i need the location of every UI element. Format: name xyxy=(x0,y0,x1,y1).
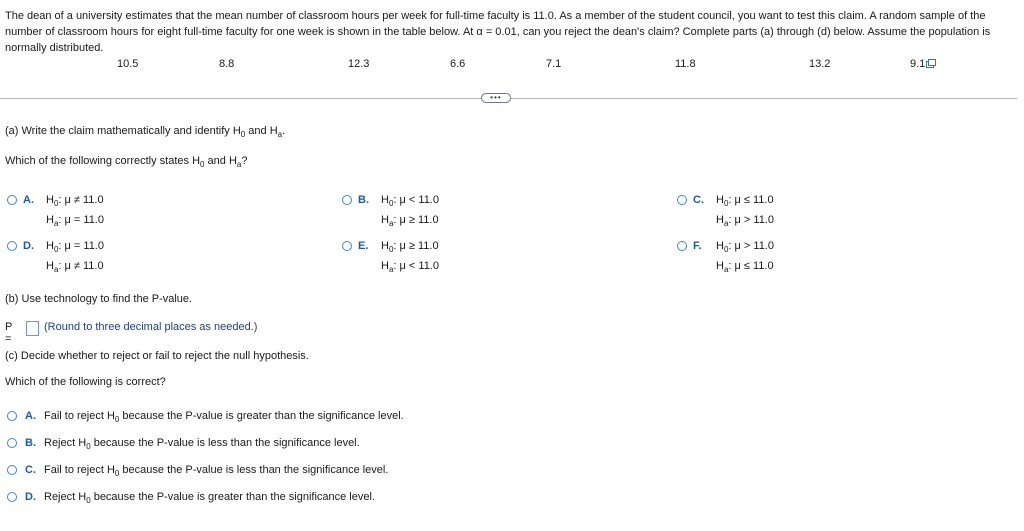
data-table xyxy=(0,58,1024,74)
data-value: 13.2 xyxy=(809,58,831,70)
option-letter: A. xyxy=(23,194,34,206)
radio-icon[interactable] xyxy=(7,241,17,251)
rounding-hint: (Round to three decimal places as needed.) xyxy=(44,321,258,333)
radio-icon[interactable] xyxy=(342,195,352,205)
radio-icon[interactable] xyxy=(7,195,17,205)
option-h0: $H_0$: μ > 11.0 xyxy=(716,240,774,254)
data-value: 9.1 xyxy=(910,58,926,70)
radio-icon[interactable] xyxy=(677,241,687,251)
option-text: Fail to reject $H_0$ because the P-value is less than the significance level. xyxy=(44,464,389,478)
option-h0: $H_0$: μ ≠ 11.0 xyxy=(46,194,104,208)
option-text: Reject $H_0$ because the P-value is greater than the significance level. xyxy=(44,491,375,505)
option-h0: $H_0$: μ = 11.0 xyxy=(46,240,104,254)
radio-icon[interactable] xyxy=(342,241,352,251)
part-c-prompt: (c) Decide whether to reject or fail to reject the null hypothesis. xyxy=(5,350,309,362)
option-letter: C. xyxy=(25,464,36,476)
radio-icon[interactable] xyxy=(7,465,17,475)
part-a-question: Which of the following correctly states $H_0$ and $H_a$? xyxy=(5,155,248,169)
data-value-last xyxy=(910,58,936,72)
radio-icon[interactable] xyxy=(677,195,687,205)
more-button[interactable]: ••• xyxy=(481,93,511,103)
problem-intro: The dean of a university estimates that the mean number of classroom hours per week for full-time faculty is 11.0. As a member of the student council, you want to test this claim. A random sample of the number of classroom hours for eight full-time faculty for one week is shown in the table below. At α = 0.01, can you reject the dean's claim? Complete parts (a) through (d) below. Assume the population is normally distributed. xyxy=(5,10,991,54)
copy-data-icon[interactable] xyxy=(926,59,936,72)
part-b-prompt: (b) Use technology to find the P-value. xyxy=(5,293,193,305)
option-ha: $H_a$: μ ≥ 11.0 xyxy=(381,214,439,228)
data-value: 10.5 xyxy=(117,58,139,70)
option-h0: $H_0$: μ ≥ 11.0 xyxy=(381,240,439,254)
option-letter: C. xyxy=(693,194,704,206)
option-ha: $H_a$: μ ≤ 11.0 xyxy=(716,260,774,274)
option-letter: D. xyxy=(25,491,36,503)
p-value-input[interactable] xyxy=(26,321,39,336)
data-value: 7.1 xyxy=(546,58,562,70)
option-text: Fail to reject $H_0$ because the P-value is greater than the significance level. xyxy=(44,410,404,424)
radio-icon[interactable] xyxy=(7,411,17,421)
option-ha: $H_a$: μ > 11.0 xyxy=(716,214,774,228)
option-letter: A. xyxy=(25,410,36,422)
data-value: 11.8 xyxy=(675,58,696,70)
radio-icon[interactable] xyxy=(7,438,17,448)
part-a-prompt: (a) Write the claim mathematically and identify $H_0$ and $H_a$. xyxy=(5,125,286,139)
option-letter: E. xyxy=(358,240,369,252)
option-h0: $H_0$: μ ≤ 11.0 xyxy=(716,194,774,208)
option-letter: D. xyxy=(23,240,34,252)
option-ha: $H_a$: μ < 11.0 xyxy=(381,260,439,274)
option-h0: $H_0$: μ < 11.0 xyxy=(381,194,439,208)
option-letter: B. xyxy=(358,194,369,206)
option-text: Reject $H_0$ because the P-value is less than the significance level. xyxy=(44,437,360,451)
option-letter: B. xyxy=(25,437,36,449)
p-value-label: P = xyxy=(5,321,13,345)
data-value: 6.6 xyxy=(450,58,466,70)
option-ha: $H_a$: μ = 11.0 xyxy=(46,214,104,228)
option-letter: F. xyxy=(693,240,702,252)
part-c-question: Which of the following is correct? xyxy=(5,376,166,388)
data-value: 12.3 xyxy=(348,58,370,70)
option-ha: $H_a$: μ ≠ 11.0 xyxy=(46,260,104,274)
data-value: 8.8 xyxy=(219,58,235,70)
radio-icon[interactable] xyxy=(7,492,17,502)
